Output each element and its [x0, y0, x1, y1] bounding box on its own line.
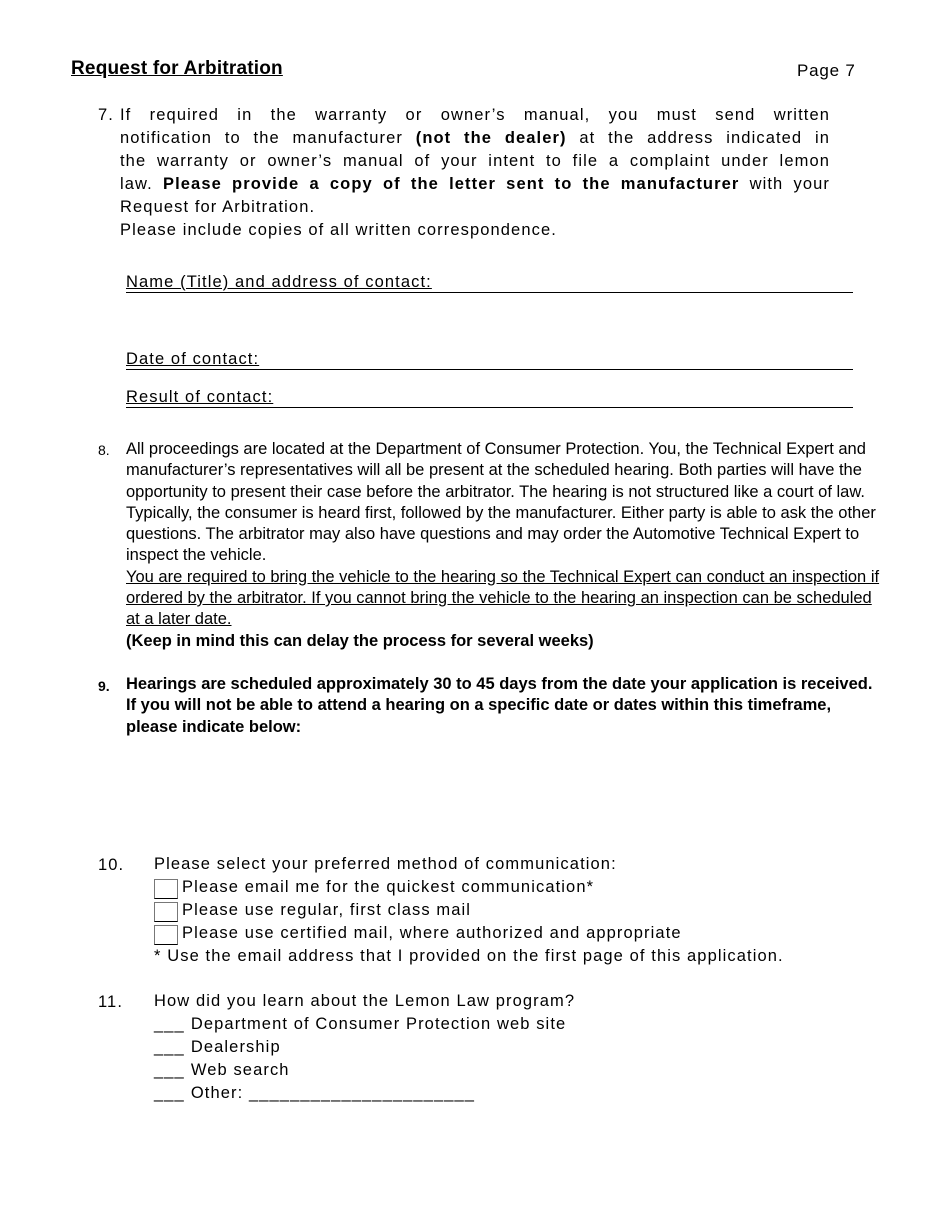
email-option-label: Please email me for the quickest communication* — [182, 878, 595, 896]
section-8-note: (Keep in mind this can delay the process for several weeks) — [126, 631, 594, 650]
communication-option-email[interactable] — [154, 876, 784, 899]
source-option-other[interactable] — [154, 1082, 575, 1105]
communication-option-certified-mail[interactable] — [154, 922, 784, 945]
section-7-line-3: the warranty or owner’s manual of your intent to file a complaint under lemon — [120, 152, 830, 170]
contact-date-field[interactable] — [126, 349, 853, 370]
source-option-dealership[interactable] — [154, 1036, 575, 1059]
dealership-label: Dealership — [190, 1038, 281, 1056]
certified-mail-checkbox[interactable] — [154, 925, 178, 945]
section-9-number: 9. — [98, 678, 110, 694]
communication-option-regular-mail[interactable] — [154, 899, 784, 922]
section-7-line-6: Please include copies of all written correspondence. — [120, 221, 557, 239]
source-blank[interactable]: ___ — [154, 1015, 185, 1033]
email-checkbox[interactable] — [154, 879, 178, 899]
contact-name-label: Name (Title) and address of contact: — [126, 273, 432, 291]
section-7-line-4: law. Please provide a copy of the letter sent to the manufacturer with your — [120, 175, 830, 193]
section-10-question: Please select your preferred method of communication: — [154, 855, 617, 873]
section-9-body: Hearings are scheduled approximately 30 to 45 days from the date your application is received. If you will not be able to attend a hearing on a specific date or dates within this timeframe, please indicate below: — [126, 675, 873, 736]
web-search-label: Web search — [190, 1061, 290, 1079]
section-8-number: 8. — [98, 442, 110, 458]
section-10-number: 10. — [98, 856, 125, 874]
section-7-number: 7. — [98, 106, 114, 124]
section-7-line-5: Request for Arbitration. — [120, 198, 316, 216]
section-11-question: How did you learn about the Lemon Law program? — [154, 992, 576, 1010]
regular-mail-option-label: Please use regular, first class mail — [182, 901, 472, 919]
source-option-web-search[interactable] — [154, 1059, 575, 1082]
source-blank[interactable]: ___ — [154, 1038, 185, 1056]
contact-result-field[interactable] — [126, 387, 853, 408]
section-8-body: All proceedings are located at the Department of Consumer Protection. You, the Technical Expert and manufacturer’s representatives will all be present at the scheduled hearing. Both parties will have the opportunity to present their case before the arbitrator. The hearing is not structured like a court of law. Typically, the consumer is heard first, followed by the manufacturer. Either party is able to ask the other questions. The arbitrator may also have questions and may order the Automotive Technical Expert to inspect the vehicle. — [126, 440, 876, 565]
section-11-number: 11. — [98, 993, 124, 1011]
contact-date-label: Date of contact: — [126, 350, 260, 368]
other-label: Other: ______________________ — [190, 1084, 476, 1102]
dcp-website-label: Department of Consumer Protection web site — [190, 1015, 567, 1033]
contact-result-label: Result of contact: — [126, 388, 274, 406]
section-10-footnote: * Use the email address that I provided on the first page of this application. — [154, 947, 784, 965]
section-8-requirement: You are required to bring the vehicle to the hearing so the Technical Expert can conduct an inspection if ordered by the arbitrator. If you cannot bring the vehicle to the hearing an inspection can be scheduled at a later date. — [126, 567, 880, 629]
certified-mail-option-label: Please use certified mail, where authorized and appropriate — [182, 924, 682, 942]
source-blank[interactable]: ___ — [154, 1084, 185, 1102]
page-number: Page 7 — [797, 61, 856, 80]
section-10 — [154, 853, 784, 968]
contact-name-field[interactable] — [126, 272, 853, 293]
section-7-line-2: notification to the manufacturer (not the dealer) at the address indicated in — [120, 129, 830, 147]
page-title: Request for Arbitration — [71, 58, 283, 79]
section-7-line-1: If required in the warranty or owner’s manual, you must send written — [120, 106, 830, 124]
regular-mail-checkbox[interactable] — [154, 902, 178, 922]
source-option-dcp-website[interactable] — [154, 1013, 575, 1036]
section-11 — [154, 990, 575, 1105]
source-blank[interactable]: ___ — [154, 1061, 185, 1079]
section-8 — [126, 439, 886, 652]
